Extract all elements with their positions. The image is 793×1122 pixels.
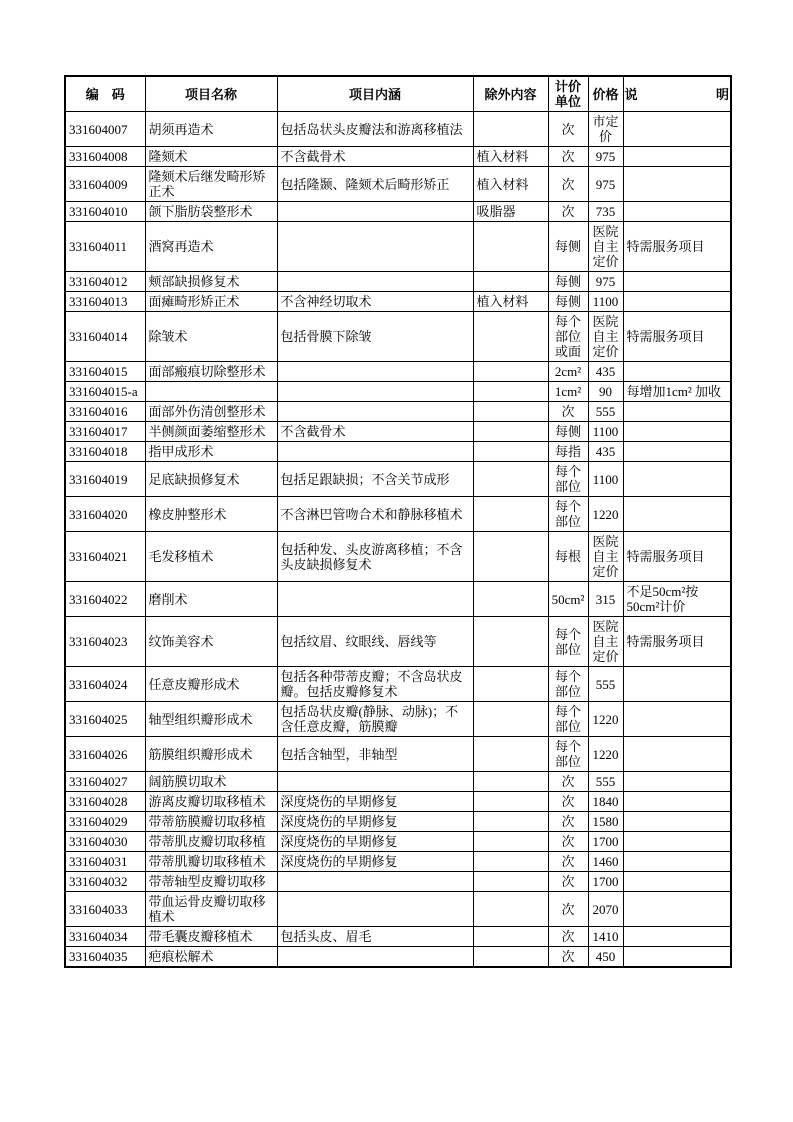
cell-remark (623, 852, 731, 872)
cell-price: 435 (588, 442, 623, 462)
cell-code: 331604015-a (65, 382, 145, 402)
cell-remark (623, 167, 731, 202)
cell-exclusions (473, 497, 548, 532)
table-row (65, 312, 731, 362)
cell-exclusions: 植入材料 (473, 147, 548, 167)
cell-content (277, 402, 473, 422)
cell-code: 331604019 (65, 462, 145, 497)
cell-content (277, 872, 473, 892)
cell-content: 深度烧伤的早期修复 (277, 792, 473, 812)
cell-remark: 每增加1cm² 加收 (623, 382, 731, 402)
cell-content (277, 892, 473, 927)
table-row (65, 272, 731, 292)
header-content: 项目内涵 (277, 76, 473, 112)
cell-name: 纹饰美容术 (145, 617, 277, 667)
cell-exclusions: 植入材料 (473, 167, 548, 202)
cell-remark (623, 497, 731, 532)
cell-content: 深度烧伤的早期修复 (277, 832, 473, 852)
cell-code: 331604016 (65, 402, 145, 422)
cell-content (277, 222, 473, 272)
cell-remark (623, 147, 731, 167)
cell-exclusions (473, 812, 548, 832)
cell-name: 带血运骨皮瓣切取移植术 (145, 892, 277, 927)
table-row (65, 852, 731, 872)
cell-remark: 特需服务项目 (623, 222, 731, 272)
cell-price: 1100 (588, 462, 623, 497)
table-row (65, 892, 731, 927)
cell-content: 深度烧伤的早期修复 (277, 852, 473, 872)
cell-content (277, 202, 473, 222)
cell-name: 阔筋膜切取术 (145, 772, 277, 792)
cell-exclusions (473, 362, 548, 382)
cell-exclusions (473, 462, 548, 497)
cell-remark (623, 112, 731, 147)
cell-price: 市定价 (588, 112, 623, 147)
cell-price: 555 (588, 772, 623, 792)
cell-unit: 每个部位 (548, 737, 588, 772)
cell-content: 包括种发、头皮游离移植；不含头皮缺损修复术 (277, 532, 473, 582)
cell-name: 隆颏术 (145, 147, 277, 167)
cell-unit: 次 (548, 812, 588, 832)
cell-exclusions (473, 112, 548, 147)
cell-remark (623, 792, 731, 812)
cell-price: 1220 (588, 737, 623, 772)
cell-remark (623, 892, 731, 927)
cell-code: 331604020 (65, 497, 145, 532)
cell-name: 半侧颜面萎缩整形术 (145, 422, 277, 442)
cell-unit: 次 (548, 927, 588, 947)
table-row (65, 202, 731, 222)
cell-exclusions (473, 872, 548, 892)
cell-price: 735 (588, 202, 623, 222)
cell-unit: 次 (548, 402, 588, 422)
cell-code: 331604030 (65, 832, 145, 852)
cell-unit: 次 (548, 147, 588, 167)
cell-unit: 每个部位 (548, 617, 588, 667)
cell-code: 331604026 (65, 737, 145, 772)
cell-remark: 不足50cm²按50cm²计价 (623, 582, 731, 617)
cell-unit: 每个部位 (548, 462, 588, 497)
cell-price: 医院自主定价 (588, 617, 623, 667)
cell-unit: 1cm² (548, 382, 588, 402)
cell-code: 331604033 (65, 892, 145, 927)
cell-unit: 次 (548, 872, 588, 892)
cell-remark (623, 272, 731, 292)
cell-code: 331604025 (65, 702, 145, 737)
cell-price: 90 (588, 382, 623, 402)
cell-code: 331604007 (65, 112, 145, 147)
cell-name: 面部外伤清创整形术 (145, 402, 277, 422)
cell-exclusions (473, 792, 548, 812)
cell-name: 颌下脂肪袋整形术 (145, 202, 277, 222)
cell-price: 1580 (588, 812, 623, 832)
cell-unit: 次 (548, 947, 588, 968)
cell-price: 1220 (588, 497, 623, 532)
cell-remark (623, 292, 731, 312)
cell-unit: 每个部位 (548, 497, 588, 532)
cell-name: 带蒂筋膜瓣切取移植 (145, 812, 277, 832)
cell-unit: 次 (548, 832, 588, 852)
cell-name: 筋膜组织瓣形成术 (145, 737, 277, 772)
cell-exclusions (473, 832, 548, 852)
cell-unit: 2cm² (548, 362, 588, 382)
cell-content (277, 772, 473, 792)
cell-content: 包括岛状头皮瓣法和游离移植法 (277, 112, 473, 147)
table-row (65, 812, 731, 832)
table-row (65, 497, 731, 532)
cell-price: 975 (588, 147, 623, 167)
cell-code: 331604021 (65, 532, 145, 582)
price-table (64, 75, 732, 968)
cell-price: 555 (588, 402, 623, 422)
cell-remark (623, 202, 731, 222)
cell-code: 331604015 (65, 362, 145, 382)
cell-price: 450 (588, 947, 623, 968)
cell-exclusions (473, 422, 548, 442)
cell-price: 315 (588, 582, 623, 617)
cell-remark (623, 772, 731, 792)
cell-unit: 每个部位 (548, 702, 588, 737)
cell-exclusions (473, 582, 548, 617)
table-row (65, 167, 731, 202)
header-code: 编 码 (65, 76, 145, 112)
cell-unit: 次 (548, 792, 588, 812)
cell-exclusions (473, 667, 548, 702)
cell-price: 555 (588, 667, 623, 702)
table-row (65, 147, 731, 167)
cell-content: 包括含轴型，非轴型 (277, 737, 473, 772)
cell-unit: 每侧 (548, 222, 588, 272)
cell-remark (623, 442, 731, 462)
cell-unit: 次 (548, 167, 588, 202)
cell-name: 磨削术 (145, 582, 277, 617)
cell-code: 331604032 (65, 872, 145, 892)
table-row (65, 462, 731, 497)
cell-content: 包括岛状皮瓣(静脉、动脉)；不含任意皮瓣，筋膜瓣 (277, 702, 473, 737)
table-row (65, 832, 731, 852)
cell-content: 不含淋巴管吻合术和静脉移植术 (277, 497, 473, 532)
cell-code: 331604029 (65, 812, 145, 832)
cell-unit: 次 (548, 202, 588, 222)
cell-name: 毛发移植术 (145, 532, 277, 582)
cell-price: 435 (588, 362, 623, 382)
cell-price: 1700 (588, 872, 623, 892)
cell-code: 331604035 (65, 947, 145, 968)
cell-unit: 每个部位或面 (548, 312, 588, 362)
cell-price: 医院自主定价 (588, 532, 623, 582)
cell-price: 2070 (588, 892, 623, 927)
cell-code: 331604028 (65, 792, 145, 812)
cell-price: 1700 (588, 832, 623, 852)
cell-name: 带毛囊皮瓣移植术 (145, 927, 277, 947)
cell-exclusions: 植入材料 (473, 292, 548, 312)
cell-remark (623, 402, 731, 422)
cell-code: 331604008 (65, 147, 145, 167)
cell-price: 医院自主定价 (588, 312, 623, 362)
cell-exclusions (473, 892, 548, 927)
header-remark: 说 明 (623, 76, 731, 112)
cell-code: 331604034 (65, 927, 145, 947)
cell-code: 331604013 (65, 292, 145, 312)
cell-exclusions (473, 702, 548, 737)
table-row (65, 792, 731, 812)
table-row (65, 402, 731, 422)
cell-name: 隆颏术后继发畸形矫正术 (145, 167, 277, 202)
cell-unit: 每指 (548, 442, 588, 462)
table-row (65, 927, 731, 947)
cell-content: 包括足跟缺损；不含关节成形 (277, 462, 473, 497)
cell-name: 疤痕松解术 (145, 947, 277, 968)
cell-price: 1410 (588, 927, 623, 947)
cell-exclusions (473, 947, 548, 968)
table-row (65, 702, 731, 737)
cell-name: 除皱术 (145, 312, 277, 362)
table-row (65, 582, 731, 617)
cell-price: 1840 (588, 792, 623, 812)
table-header (65, 76, 731, 112)
cell-unit: 每根 (548, 532, 588, 582)
table-row (65, 422, 731, 442)
cell-unit: 50cm² (548, 582, 588, 617)
cell-remark (623, 667, 731, 702)
cell-exclusions: 吸脂器 (473, 202, 548, 222)
cell-exclusions (473, 402, 548, 422)
cell-exclusions (473, 927, 548, 947)
header-unit: 计价单位 (548, 76, 588, 112)
cell-price: 医院自主定价 (588, 222, 623, 272)
cell-unit: 次 (548, 852, 588, 872)
table-row (65, 112, 731, 147)
cell-remark (623, 812, 731, 832)
cell-price: 1100 (588, 422, 623, 442)
cell-name (145, 382, 277, 402)
cell-unit: 每个部位 (548, 667, 588, 702)
cell-code: 331604031 (65, 852, 145, 872)
table-row (65, 737, 731, 772)
cell-content: 包括纹眉、纹眼线、唇线等 (277, 617, 473, 667)
cell-name: 带蒂肌瓣切取移植术 (145, 852, 277, 872)
cell-content: 不含截骨术 (277, 147, 473, 167)
cell-content: 包括各种带蒂皮瓣；不含岛状皮瓣。包括皮瓣修复术 (277, 667, 473, 702)
cell-unit: 每侧 (548, 272, 588, 292)
table-body (65, 112, 731, 968)
cell-price: 975 (588, 167, 623, 202)
cell-name: 酒窝再造术 (145, 222, 277, 272)
cell-name: 游离皮瓣切取移植术 (145, 792, 277, 812)
cell-name: 轴型组织瓣形成术 (145, 702, 277, 737)
cell-content (277, 272, 473, 292)
cell-remark (623, 422, 731, 442)
cell-unit: 次 (548, 892, 588, 927)
cell-remark: 特需服务项目 (623, 312, 731, 362)
cell-price: 1100 (588, 292, 623, 312)
cell-name: 胡须再造术 (145, 112, 277, 147)
cell-code: 331604024 (65, 667, 145, 702)
cell-content (277, 582, 473, 617)
cell-remark (623, 872, 731, 892)
cell-exclusions (473, 222, 548, 272)
cell-exclusions (473, 442, 548, 462)
cell-content: 包括骨膜下除皱 (277, 312, 473, 362)
cell-name: 橡皮肿整形术 (145, 497, 277, 532)
cell-exclusions (473, 382, 548, 402)
cell-exclusions (473, 617, 548, 667)
cell-content: 不含神经切取术 (277, 292, 473, 312)
cell-name: 足底缺损修复术 (145, 462, 277, 497)
cell-code: 331604012 (65, 272, 145, 292)
document-page (64, 75, 732, 968)
cell-exclusions (473, 772, 548, 792)
table-row (65, 617, 731, 667)
cell-name: 带蒂轴型皮瓣切取移 (145, 872, 277, 892)
table-row (65, 532, 731, 582)
header-exclusions: 除外内容 (473, 76, 548, 112)
cell-code: 331604022 (65, 582, 145, 617)
table-row (65, 667, 731, 702)
cell-exclusions (473, 737, 548, 772)
cell-code: 331604014 (65, 312, 145, 362)
cell-content: 包括头皮、眉毛 (277, 927, 473, 947)
table-row (65, 222, 731, 272)
cell-code: 331604018 (65, 442, 145, 462)
cell-remark (623, 927, 731, 947)
cell-content: 不含截骨术 (277, 422, 473, 442)
cell-name: 任意皮瓣形成术 (145, 667, 277, 702)
cell-unit: 次 (548, 772, 588, 792)
cell-price: 1460 (588, 852, 623, 872)
cell-code: 331604011 (65, 222, 145, 272)
cell-exclusions (473, 272, 548, 292)
table-row (65, 292, 731, 312)
cell-code: 331604027 (65, 772, 145, 792)
cell-unit: 次 (548, 112, 588, 147)
header-name: 项目名称 (145, 76, 277, 112)
cell-unit: 每侧 (548, 292, 588, 312)
cell-remark: 特需服务项目 (623, 617, 731, 667)
table-row (65, 772, 731, 792)
table-row (65, 872, 731, 892)
cell-remark (623, 947, 731, 968)
cell-content: 深度烧伤的早期修复 (277, 812, 473, 832)
cell-code: 331604023 (65, 617, 145, 667)
cell-name: 指甲成形术 (145, 442, 277, 462)
cell-name: 面瘫畸形矫正术 (145, 292, 277, 312)
cell-exclusions (473, 852, 548, 872)
cell-name: 面部瘢痕切除整形术 (145, 362, 277, 382)
cell-content (277, 382, 473, 402)
cell-unit: 每侧 (548, 422, 588, 442)
cell-remark (623, 737, 731, 772)
cell-remark (623, 362, 731, 382)
cell-exclusions (473, 532, 548, 582)
cell-exclusions (473, 312, 548, 362)
cell-remark: 特需服务项目 (623, 532, 731, 582)
table-row (65, 442, 731, 462)
header-row (65, 76, 731, 112)
cell-price: 975 (588, 272, 623, 292)
cell-code: 331604009 (65, 167, 145, 202)
table-row (65, 382, 731, 402)
cell-content: 包括隆颞、隆颏术后畸形矫正 (277, 167, 473, 202)
cell-name: 带蒂肌皮瓣切取移植 (145, 832, 277, 852)
header-price: 价格 (588, 76, 623, 112)
table-row (65, 947, 731, 968)
cell-remark (623, 702, 731, 737)
cell-remark (623, 462, 731, 497)
table-row (65, 362, 731, 382)
cell-code: 331604017 (65, 422, 145, 442)
cell-code: 331604010 (65, 202, 145, 222)
cell-content (277, 442, 473, 462)
cell-price: 1220 (588, 702, 623, 737)
cell-name: 颊部缺损修复术 (145, 272, 277, 292)
cell-content (277, 362, 473, 382)
cell-content (277, 947, 473, 968)
cell-remark (623, 832, 731, 852)
